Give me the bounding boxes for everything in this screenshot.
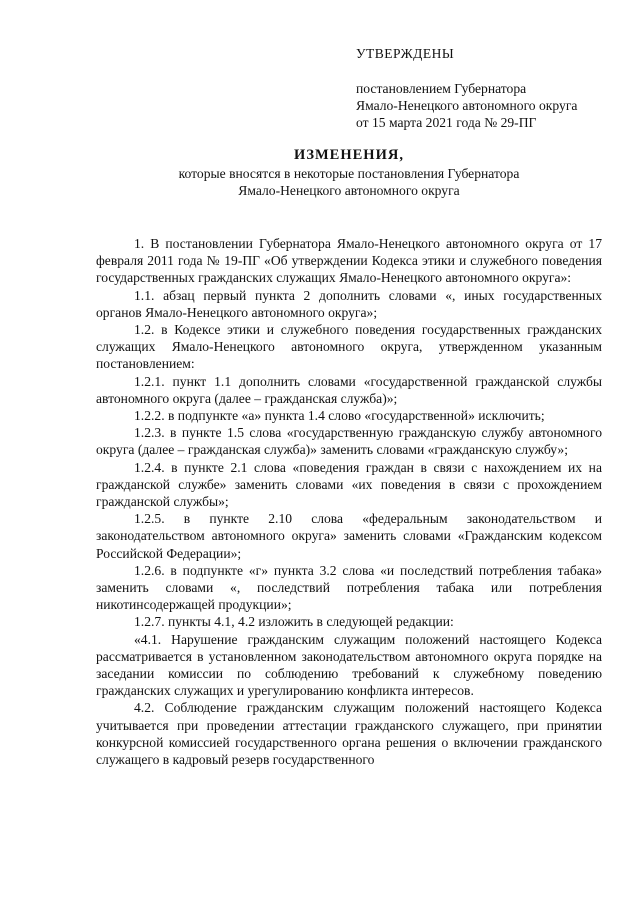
paragraph-1: 1. В постановлении Губернатора Ямало-Ненецкого автономного округа от 17 февраля 2011 года № 19-ПГ «Об утверждении Кодекса этики и служебного поведения государственных гражданских служащих Ямало-Ненецкого автономного округа»:	[96, 236, 602, 286]
approval-line-3: от 15 марта 2021 года № 29-ПГ	[356, 115, 537, 130]
paragraph-1-2-3: 1.2.3. в пункте 1.5 слова «государственную гражданскую службу автономного округа (далее – гражданская служба)» заменить словами «гражданскую службу»;	[96, 425, 602, 458]
paragraph-4-1: «4.1. Нарушение гражданским служащим положений настоящего Кодекса рассматривается в установленном законодательством автономного округа порядке на заседании комиссии по соблюдению требований к служебному поведению гражданских служащих и урегулированию конфликта интересов.	[96, 631, 602, 699]
document-title: ИЗМЕНЕНИЯ,	[294, 147, 404, 163]
subtitle-line-2: Ямало-Ненецкого автономного округа	[238, 183, 460, 198]
approval-block	[356, 45, 626, 131]
subtitle-line-1: которые вносятся в некоторые постановления Губернатора	[178, 166, 520, 181]
paragraph-1-2-7: 1.2.7. пункты 4.1, 4.2 изложить в следующей редакции:	[134, 614, 454, 630]
approval-title: УТВЕРЖДЕНЫ	[356, 46, 455, 61]
paragraph-1-2: 1.2. в Кодексе этики и служебного поведения государственных гражданских служащих Ямало-Ненецкого автономного округа, утвержденном указанным постановлением:	[96, 322, 602, 372]
paragraph-1-1: 1.1. абзац первый пункта 2 дополнить словами «, иных государственных органов Ямало-Ненецкого автономного округа»;	[96, 287, 602, 320]
paragraph-1-2-6: 1.2.6. в подпункте «г» пункта 3.2 слова «и последствий потребления табака» заменить словами «, последствий потребления табака или потребления никотинсодержащей продукции»;	[96, 562, 602, 613]
paragraph-1-2-5: 1.2.5. в пункте 2.10 слова «федеральным законодательством и законодательством автономного округа» заменить словами «Гражданским кодексом Российской Федерации»;	[96, 511, 602, 561]
paragraph-1-2-4: 1.2.4. в пункте 2.1 слова «поведения граждан в связи с нахождением их на гражданской службе» заменить словами «их поведения в связи с прохождением гражданской службы»;	[96, 459, 602, 510]
document-subtitle	[96, 165, 602, 199]
paragraph-4-2: 4.2. Соблюдение гражданским служащим положений настоящего Кодекса учитывается при проведении аттестации гражданского служащего, при принятии конкурсной комиссией государственного органа решения о включении гражданского служащего в кадровый резерв государственного	[96, 700, 602, 768]
paragraph-1-2-2: 1.2.2. в подпункте «а» пункта 1.4 слово «государственной» исключить;	[134, 408, 545, 424]
approval-line-2: Ямало-Ненецкого автономного округа	[356, 98, 578, 113]
approval-line-1: постановлением Губернатора	[356, 81, 527, 96]
paragraph-1-2-1: 1.2.1. пункт 1.1 дополнить словами «государственной гражданской службы автономного округа (далее – гражданская служба)»;	[96, 373, 602, 406]
document-body	[96, 235, 602, 768]
